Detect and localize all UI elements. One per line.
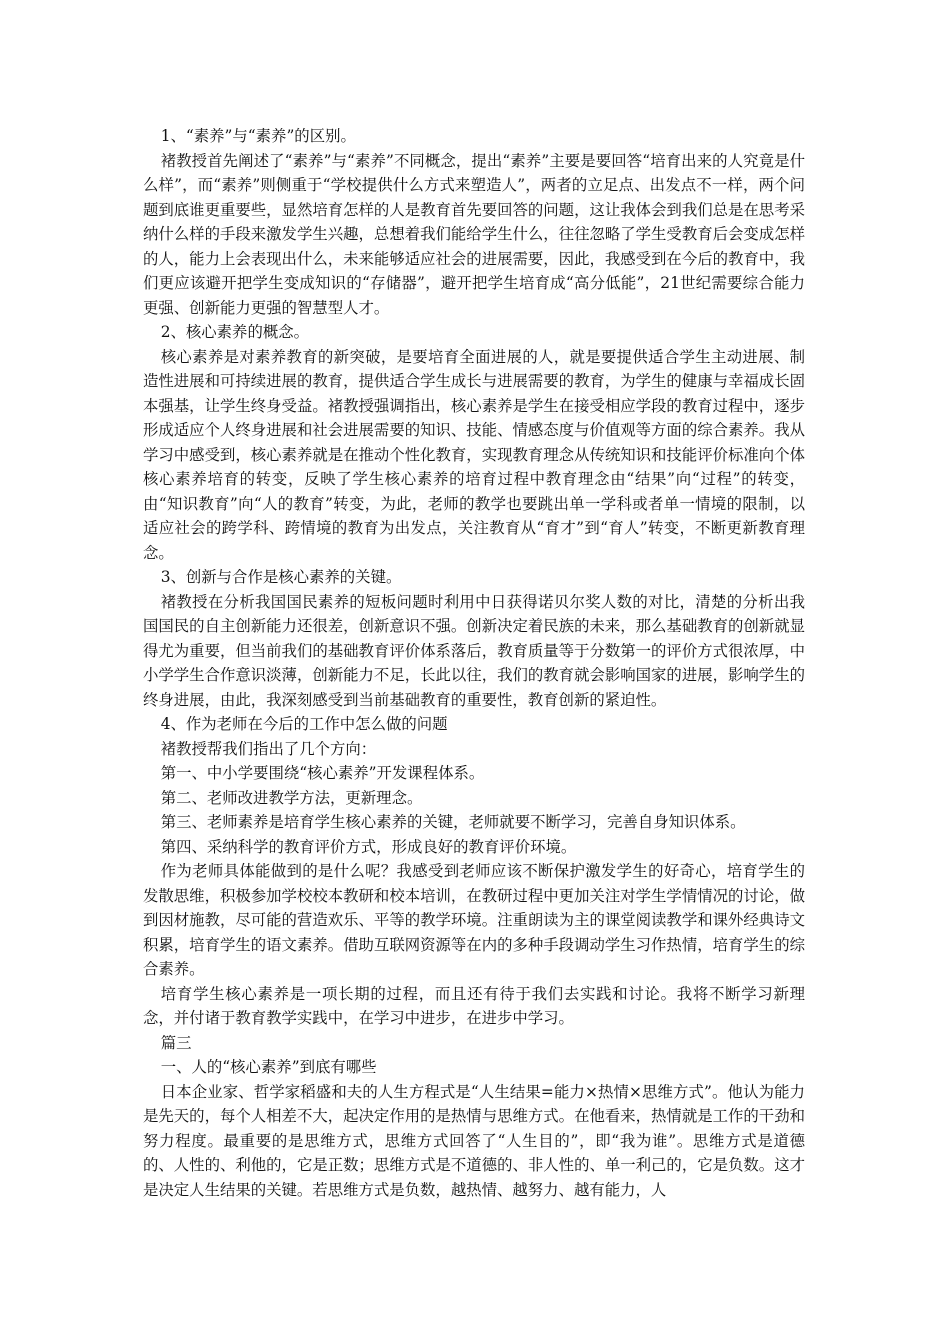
heading-2-core-literacy-concept: 2、核心素养的概念。 xyxy=(160,323,310,341)
document-body xyxy=(143,124,805,1202)
paragraph-teacher-practice: 作为老师具体能做到的是什么呢？我感受到老师应该不断保护激发学生的好奇心，培育学生的发散思维，积极参加学校校本教研和校本培训，在教研过程中更加关注对学生学情情况的讨论，做到因材施教，尽可能的营造欢乐、平等的教学环境。注重朗读为主的课堂阅读教学和课外经典诗文积累，培育学生的语文素养。借助互联网资源等在内的多种手段调动学生习作热情，培育学生的综合素养。 xyxy=(143,862,805,978)
section-title-part-three: 篇三 xyxy=(160,1033,192,1052)
paragraph-distinction-body: 褚教授首先阐述了“素养”与“素养”不同概念，提出“素养”主要是要回答“培育出来的人究竟是什么样”，而“素养”则侧重于“学校提供什么方式来塑造人”，两者的立足点、出发点不一样，两个问题到底谁更重要些，显然培育怎样的人是教育首先要回答的问题，这让我体会到我们总是在思考采纳什么样的手段来激发学生兴趣，总想着我们能给学生什么，往往忽略了学生受教育后会变成怎样的人，能力上会表现出什么，未来能够适应社会的进展需要，因此，我感受到在今后的教育中，我们更应该避开把学生变成知识的“存储器”，避开把学生培育成“高分低能”，21世纪需要综合能力更强、创新能力更强的智慧型人才。 xyxy=(143,151,805,317)
heading-part-three-one: 一、人的“核心素养”到底有哪些 xyxy=(160,1058,377,1076)
paragraph-inamori-equation: 日本企业家、哲学家稻盛和夫的人生方程式是“人生结果=能力×热情×思维方式”。他认为能力是先天的，每个人相差不大，起决定作用的是热情与思维方式。在他看来，热情就是工作的干劲和努力程度。最重要的是思维方式，思维方式回答了“人生目的”，即“我为谁”。思维方式是道德的、人性的、利他的，它是正数；思维方式是不道德的、非人性的、单一利己的，它是负数。这才是决定人生结果的关键。若思维方式是负数，越热情、越努力、越有能力，人 xyxy=(143,1082,805,1199)
paragraph-innovation-body: 褚教授在分析我国国民素养的短板问题时利用中日获得诺贝尔奖人数的对比，清楚的分析出我国国民的自主创新能力还很差，创新意识不强。创新决定着民族的未来，那么基础教育的创新就显得尤为重要，但当前我们的基础教育评价体系落后，教育质量等于分数第一的评价方式很浓厚，中小学学生合作意识淡薄，创新能力不足，长此以往，我们的教育就会影响国家的进展，影响学生的终身进展，由此，我深刻感受到当前基础教育的重要性，教育创新的紧迫性。 xyxy=(143,592,805,709)
list-item-fourth: 第四、采纳科学的教育评价方式，形成良好的教育评价环境。 xyxy=(160,837,577,856)
heading-1-distinction: 1、“素养”与“素养”的区别。 xyxy=(160,127,356,145)
paragraph-core-literacy-body: 核心素养是对素养教育的新突破，是要培育全面进展的人，就是要提供适合学生主动进展、制造性进展和可持续进展的教育，提供适合学生成长与进展需要的教育，为学生的健康与幸福成长固本强基，让学生终身受益。褚教授强调指出，核心素养是学生在接受相应学段的教育过程中，逐步形成适应个人终身进展和社会进展需要的知识、技能、情感态度与价值观等方面的综合素养。我从学习中感受到，核心素养就是在推动个性化教育，实现教育理念从传统知识和技能评价标准向个体核心素养培育的转变，反映了学生核心素养的培育过程中教育理念由“结果”向“过程”的转变，由“知识教育”向“人的教育”转变，为此，老师的教学也要跳出单一学科或者单一情境的限制，以适应社会的跨学科、跨情境的教育为出发点，关注教育从“育才”到“育人”转变，不断更新教育理念。 xyxy=(143,347,805,562)
paragraph-directions-intro: 褚教授帮我们指出了几个方向： xyxy=(160,739,377,758)
list-item-third: 第三、老师素养是培育学生核心素养的关键，老师就要不断学习，完善自身知识体系。 xyxy=(160,813,746,831)
list-item-second: 第二、老师改进教学方法，更新理念。 xyxy=(160,788,423,807)
heading-3-innovation-cooperation: 3、创新与合作是核心素养的关键。 xyxy=(160,568,402,586)
list-item-first: 第一、中小学要围绕“核心素养”开发课程体系。 xyxy=(160,764,485,782)
heading-4-teacher-work: 4、作为老师在今后的工作中怎么做的问题 xyxy=(160,715,448,733)
paragraph-conclusion: 培育学生核心素养是一项长期的过程，而且还有待于我们去实践和讨论。我将不断学习新理念，并付诸于教育教学实践中，在学习中进步，在进步中学习。 xyxy=(143,984,805,1027)
